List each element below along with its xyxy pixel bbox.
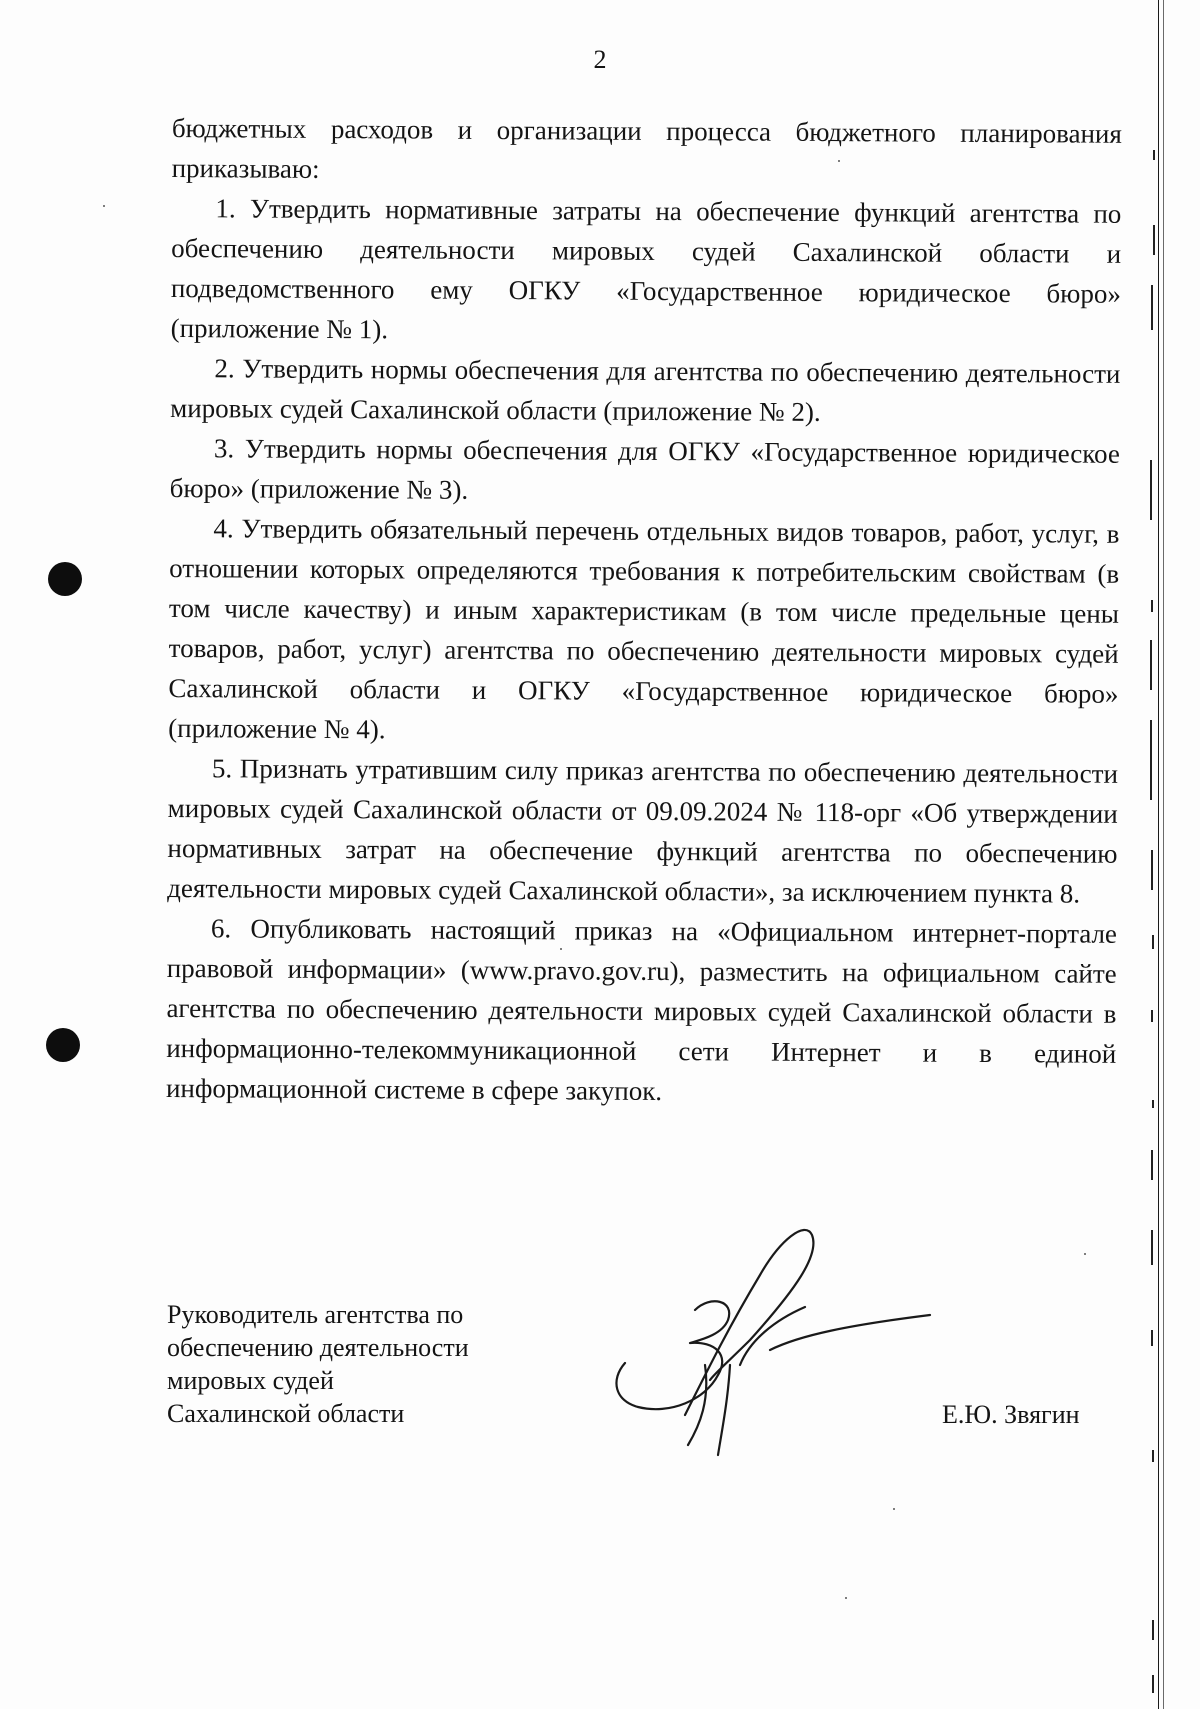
paragraph-item-6: 6. Опубликовать настоящий приказ на «Официальном интернет-портале правовой информации» (www.pravo.gov.ru), разместить на официальном сайте агентства по обеспечению деятельности мировых судей Сахалинской области в информационно-телекоммуникационной сети Интернет и в единой информационной системе в сфере закупок. bbox=[165, 913, 1118, 1107]
scan-artifact bbox=[1153, 225, 1155, 255]
scan-artifact bbox=[1151, 1230, 1153, 1265]
scan-margin-line bbox=[1158, 0, 1159, 1709]
scan-artifact bbox=[1150, 720, 1152, 800]
scan-artifact bbox=[1152, 1620, 1154, 1640]
signatory-name: Е.Ю. Звягин bbox=[942, 1400, 1080, 1429]
scan-artifact bbox=[1150, 460, 1152, 520]
page-number: 2 bbox=[593, 45, 607, 74]
paragraph-item-5: 5. Признать утратившим силу приказ агентства по обеспечению деятельности мировых судей Сахалинской области от 09.09.2024 № 118-орг «Об утверждении нормативных затрат на обеспечение функций агентства по обеспечению деятельности мировых судей Сахалинской области», за исключением пункта 8. bbox=[167, 753, 1119, 909]
signatory-title-line: Сахалинской области bbox=[167, 1399, 405, 1428]
scan-artifact bbox=[1152, 935, 1154, 949]
scan-speck bbox=[103, 205, 105, 207]
punch-hole bbox=[46, 1028, 80, 1062]
scan-artifact bbox=[1153, 150, 1155, 160]
scan-artifact bbox=[1151, 1330, 1153, 1346]
paragraph-item-1: 1. Утвердить нормативные затраты на обеспечение функций агентства по обеспечению деятельности мировых судей Сахалинской области и подведомственного ему ОГКУ «Государственное юридическое бюро» (приложение № 1). bbox=[170, 193, 1122, 345]
signatory-title-line: обеспечению деятельности bbox=[167, 1333, 469, 1362]
paragraph-item-3: 3. Утвердить нормы обеспечения для ОГКУ «Государственное юридическое бюро» (приложение № 3). bbox=[169, 433, 1120, 505]
scan-artifact bbox=[1152, 1675, 1154, 1693]
scan-artifact bbox=[1152, 1450, 1154, 1462]
scan-artifact bbox=[1151, 850, 1153, 890]
scan-speck bbox=[893, 1508, 895, 1510]
signatory-title-line: мировых судей bbox=[167, 1366, 334, 1395]
scan-artifact bbox=[1151, 1150, 1153, 1180]
signatory-title-line: Руководитель агентства по bbox=[167, 1300, 464, 1329]
scan-speck bbox=[1084, 1253, 1086, 1255]
paragraph-item-2: 2. Утвердить нормы обеспечения для агентства по обеспечению деятельности мировых судей Сахалинской области (приложение № 2). bbox=[170, 353, 1121, 427]
paragraph-intro: бюджетных расходов и организации процесса бюджетного планирования приказываю: bbox=[171, 112, 1122, 184]
handwritten-signature bbox=[600, 1215, 960, 1475]
scan-artifact bbox=[1151, 600, 1153, 612]
signatory-title bbox=[167, 1298, 469, 1430]
scan-artifact bbox=[1151, 1010, 1153, 1022]
scan-speck bbox=[845, 1597, 847, 1599]
scan-artifact bbox=[1152, 1100, 1154, 1108]
scan-artifact bbox=[1151, 285, 1153, 330]
document-body bbox=[166, 108, 1122, 1114]
punch-hole bbox=[48, 562, 82, 596]
scan-margin-line-secondary bbox=[1163, 0, 1164, 1709]
scan-artifact bbox=[1150, 640, 1152, 690]
paragraph-item-4: 4. Утвердить обязательный перечень отдельных видов товаров, работ, услуг, в отношении которых определяются требования к потребительским свойствам (в том числе качеству) и иным характеристикам (в том числе предельные цены товаров, работ, услуг) агентства по обеспечению деятельности мировых судей Сахалинской области и ОГКУ «Государственное юридическое бюро» (приложение № 4). bbox=[168, 513, 1120, 745]
